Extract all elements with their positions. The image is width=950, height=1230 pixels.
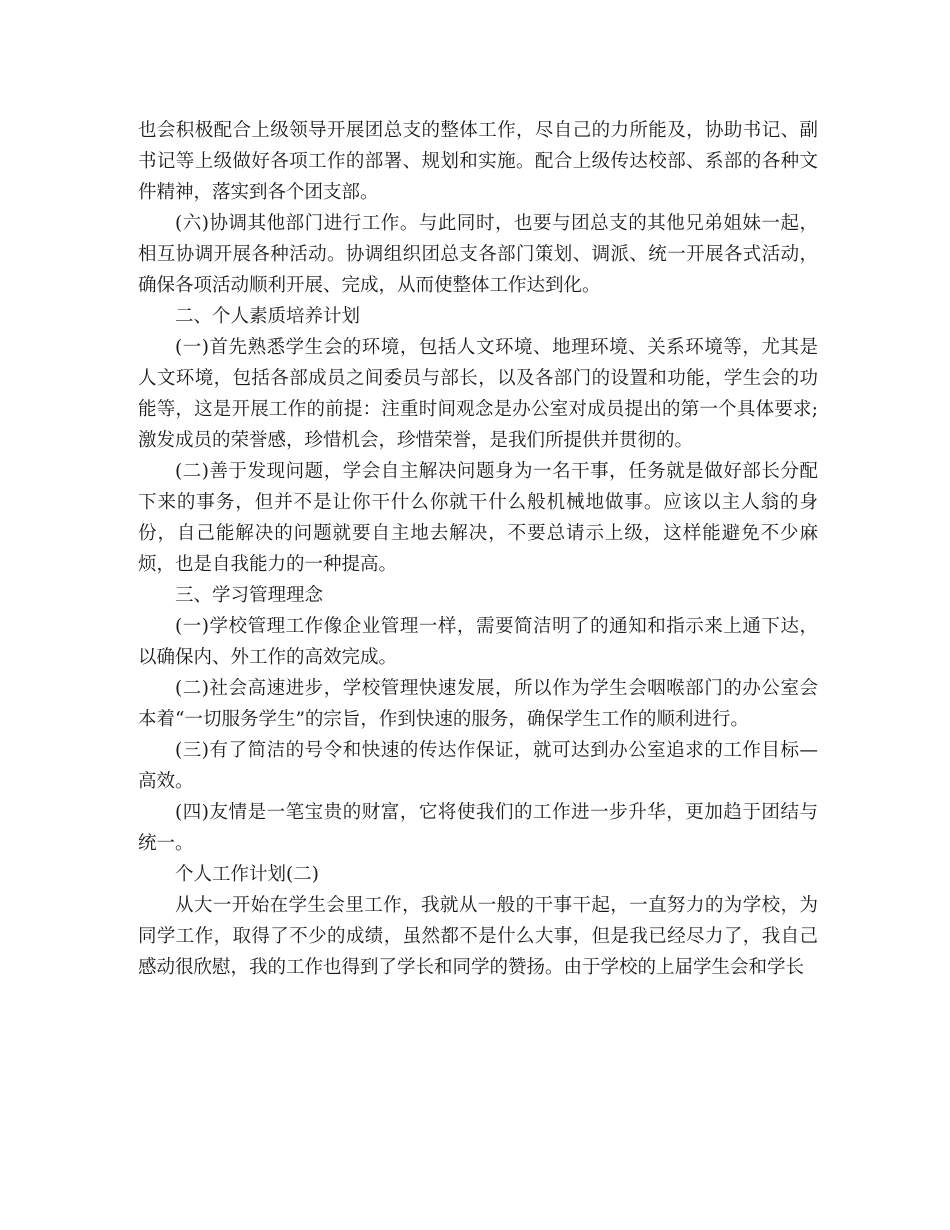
paragraph-management-item-2: (二)社会高速进步，学校管理快速发展，所以作为学生会咽喉部门的办公室会本着“一切服务学生”的宗旨，作到快速的服务，确保学生工作的顺利进行。: [138, 678, 818, 730]
section-heading-management: 三、学习管理理念: [175, 585, 324, 606]
paragraph-continuation: 也会积极配合上级领导开展团总支的整体工作，尽自己的力所能及，协助书记、副书记等上级做好各项工作的部署、规划和实施。配合上级传达校部、系部的各种文件精神，落实到各个团支部。: [138, 120, 818, 203]
section-heading-work-plan-2: 个人工作计划(二): [175, 864, 319, 885]
paragraph-management-item-4: (四)友情是一笔宝贵的财富，它将使我们的工作进一步升华，更加趋于团结与统一。: [138, 802, 818, 854]
paragraph-quality-item-1: (一)首先熟悉学生会的环境，包括人文环境、地理环境、关系环境等，尤其是人文环境，包括各部成员之间委员与部长，以及各部门的设置和功能，学生会的功能等，这是开展工作的前提：注重时间观念是办公室对成员提出的第一个具体要求;激发成员的荣誉感，珍惜机会，珍惜荣誉，是我们所提供并贯彻的。: [138, 337, 818, 451]
paragraph-work-plan-intro: 从大一开始在学生会里工作，我就从一般的干事干起，一直努力的为学校，为同学工作，取得了不少的成绩，虽然都不是什么大事，但是我已经尽力了，我自己感动很欣慰，我的工作也得到了学长和同学的赞扬。由于学校的上届学生会和学长: [138, 895, 818, 978]
paragraph-management-item-1: (一)学校管理工作像企业管理一样，需要简洁明了的通知和指示来上通下达，以确保内、外工作的高效完成。: [138, 616, 818, 668]
paragraph-item-6-coordinate: (六)协调其他部门进行工作。与此同时，也要与团总支的其他兄弟姐妹一起，相互协调开展各种活动。协调组织团总支各部门策划、调派、统一开展各式活动，确保各项活动顺利开展、完成，从而使整体工作达到化。: [138, 213, 818, 296]
document-body: [138, 115, 818, 983]
paragraph-management-item-3: (三)有了简洁的号令和快速的传达作保证，就可达到办公室追求的工作目标—高效。: [138, 740, 818, 792]
paragraph-quality-item-2: (二)善于发现问题，学会自主解决问题身为一名干事，任务就是做好部长分配下来的事务，但并不是让你干什么你就干什么般机械地做事。应该以主人翁的身份，自己能解决的问题就要自主地去解决，不要总请示上级，这样能避免不少麻烦，也是自我能力的一种提高。: [138, 461, 818, 575]
section-heading-personal-quality: 二、个人素质培养计划: [175, 306, 361, 327]
